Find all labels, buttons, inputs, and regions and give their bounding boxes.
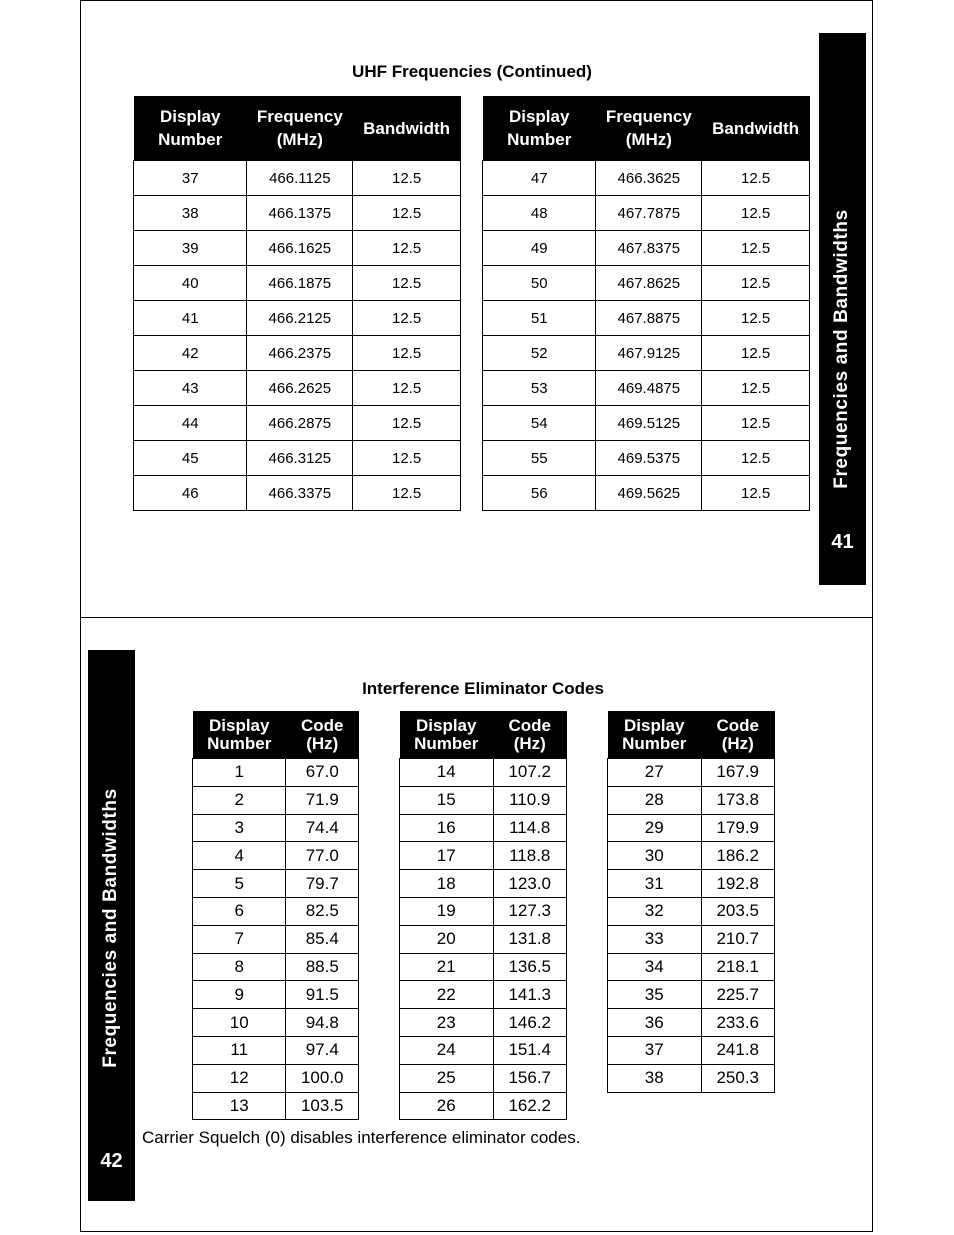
column-header: Code (Hz) xyxy=(701,711,775,759)
interference-code-table-2 xyxy=(399,711,567,1120)
table-cell: 37 xyxy=(608,1036,702,1064)
table-cell: 55 xyxy=(483,441,596,476)
table-row xyxy=(483,301,810,336)
table-cell: 16 xyxy=(400,814,494,842)
table-cell: 12.5 xyxy=(353,406,461,441)
table-row xyxy=(400,981,567,1009)
table-row xyxy=(400,1064,567,1092)
table-cell: 8 xyxy=(193,953,286,981)
table-cell: 162.2 xyxy=(493,1092,567,1120)
table-cell: 97.4 xyxy=(286,1036,359,1064)
table-row xyxy=(193,1092,359,1120)
table-cell: 469.5125 xyxy=(596,406,702,441)
table-row xyxy=(608,1036,775,1064)
table-row xyxy=(134,441,461,476)
column-header: Bandwidth xyxy=(702,96,810,161)
table-cell: 12.5 xyxy=(353,371,461,406)
table-cell: 12.5 xyxy=(702,161,810,196)
table-cell: 466.2875 xyxy=(247,406,353,441)
column-header: Code (Hz) xyxy=(286,711,359,759)
table-cell: 466.1875 xyxy=(247,266,353,301)
table-cell: 40 xyxy=(134,266,247,301)
column-header: Code (Hz) xyxy=(493,711,567,759)
table-cell: 36 xyxy=(608,1009,702,1037)
table-row xyxy=(400,814,567,842)
table-cell: 45 xyxy=(134,441,247,476)
table-cell: 52 xyxy=(483,336,596,371)
table-row xyxy=(608,953,775,981)
page-number: 42 xyxy=(100,1150,123,1172)
table-cell: 466.3375 xyxy=(247,476,353,511)
uhf-title: UHF Frequencies (Continued) xyxy=(352,62,592,81)
table-cell: 23 xyxy=(400,1009,494,1037)
table-cell: 43 xyxy=(134,371,247,406)
table-header-row xyxy=(193,711,359,759)
table-row xyxy=(608,981,775,1009)
table-cell: 22 xyxy=(400,981,494,1009)
table-row xyxy=(608,759,775,787)
side-tab-label: Frequencies and Bandwidths xyxy=(100,788,121,1068)
table-cell: 141.3 xyxy=(493,981,567,1009)
table-row xyxy=(134,336,461,371)
table-cell: 186.2 xyxy=(701,842,775,870)
table-cell: 37 xyxy=(134,161,247,196)
table-cell: 34 xyxy=(608,953,702,981)
table-cell: 11 xyxy=(193,1036,286,1064)
table-row xyxy=(400,1009,567,1037)
table-cell: 7 xyxy=(193,925,286,953)
table-row xyxy=(608,1064,775,1092)
table-cell: 3 xyxy=(193,814,286,842)
table-row xyxy=(483,371,810,406)
table-row xyxy=(483,476,810,511)
table-cell: 46 xyxy=(134,476,247,511)
table-row xyxy=(134,266,461,301)
table-cell: 71.9 xyxy=(286,786,359,814)
table-header-row xyxy=(608,711,775,759)
table-row xyxy=(608,814,775,842)
side-tab-bottom xyxy=(88,650,135,1201)
page-divider xyxy=(80,617,873,618)
table-cell: 114.8 xyxy=(493,814,567,842)
table-row xyxy=(134,231,461,266)
table-cell: 241.8 xyxy=(701,1036,775,1064)
table-row xyxy=(608,925,775,953)
table-cell: 94.8 xyxy=(286,1009,359,1037)
table-row xyxy=(483,336,810,371)
side-tab-top xyxy=(819,33,866,585)
table-row xyxy=(193,1036,359,1064)
table-cell: 53 xyxy=(483,371,596,406)
table-cell: 466.2625 xyxy=(247,371,353,406)
table-cell: 12.5 xyxy=(702,231,810,266)
table-cell: 12.5 xyxy=(702,406,810,441)
table-cell: 151.4 xyxy=(493,1036,567,1064)
table-cell: 10 xyxy=(193,1009,286,1037)
column-header: Display Number xyxy=(400,711,494,759)
table-cell: 19 xyxy=(400,897,494,925)
table-cell: 118.8 xyxy=(493,842,567,870)
table-cell: 48 xyxy=(483,196,596,231)
table-cell: 91.5 xyxy=(286,981,359,1009)
table-cell: 15 xyxy=(400,786,494,814)
table-cell: 33 xyxy=(608,925,702,953)
table-cell: 12.5 xyxy=(353,231,461,266)
table-cell: 88.5 xyxy=(286,953,359,981)
table-cell: 51 xyxy=(483,301,596,336)
table-row xyxy=(400,925,567,953)
table-row xyxy=(483,231,810,266)
table-cell: 173.8 xyxy=(701,786,775,814)
table-cell: 47 xyxy=(483,161,596,196)
table-cell: 27 xyxy=(608,759,702,787)
table-cell: 42 xyxy=(134,336,247,371)
table-cell: 82.5 xyxy=(286,897,359,925)
table-row xyxy=(483,406,810,441)
table-row xyxy=(193,1009,359,1037)
table-row xyxy=(134,161,461,196)
table-cell: 49 xyxy=(483,231,596,266)
table-cell: 466.2375 xyxy=(247,336,353,371)
table-cell: 469.5375 xyxy=(596,441,702,476)
table-row xyxy=(608,842,775,870)
table-cell: 103.5 xyxy=(286,1092,359,1120)
table-cell: 12.5 xyxy=(702,441,810,476)
table-cell: 41 xyxy=(134,301,247,336)
table-cell: 6 xyxy=(193,897,286,925)
table-row xyxy=(134,476,461,511)
table-cell: 13 xyxy=(193,1092,286,1120)
table-cell: 12.5 xyxy=(353,196,461,231)
iec-title: Interference Eliminator Codes xyxy=(362,679,604,698)
page-number: 41 xyxy=(831,531,854,553)
table-row xyxy=(193,897,359,925)
table-row xyxy=(193,925,359,953)
table-cell: 131.8 xyxy=(493,925,567,953)
table-row xyxy=(400,897,567,925)
column-header: Display Number xyxy=(483,96,596,161)
table-row xyxy=(400,759,567,787)
table-cell: 107.2 xyxy=(493,759,567,787)
table-cell: 30 xyxy=(608,842,702,870)
column-header: Frequency (MHz) xyxy=(247,96,353,161)
table-row xyxy=(193,814,359,842)
interference-code-table-1 xyxy=(192,711,359,1120)
table-cell: 21 xyxy=(400,953,494,981)
table-cell: 5 xyxy=(193,870,286,898)
table-cell: 466.3125 xyxy=(247,441,353,476)
uhf-frequency-table-right xyxy=(482,96,810,511)
table-cell: 29 xyxy=(608,814,702,842)
table-cell: 110.9 xyxy=(493,786,567,814)
table-cell: 2 xyxy=(193,786,286,814)
table-row xyxy=(400,1092,567,1120)
table-cell: 225.7 xyxy=(701,981,775,1009)
table-cell: 233.6 xyxy=(701,1009,775,1037)
table-row xyxy=(193,953,359,981)
table-cell: 466.3625 xyxy=(596,161,702,196)
column-header: Display Number xyxy=(608,711,702,759)
table-cell: 79.7 xyxy=(286,870,359,898)
table-row xyxy=(193,1064,359,1092)
table-row xyxy=(400,842,567,870)
table-row xyxy=(608,1009,775,1037)
table-cell: 179.9 xyxy=(701,814,775,842)
table-cell: 32 xyxy=(608,897,702,925)
table-row xyxy=(193,870,359,898)
uhf-frequency-table-left xyxy=(133,96,461,511)
table-cell: 12.5 xyxy=(353,441,461,476)
interference-code-table-3 xyxy=(607,711,775,1093)
table-cell: 25 xyxy=(400,1064,494,1092)
table-header-row xyxy=(483,96,810,161)
table-cell: 12.5 xyxy=(702,371,810,406)
table-cell: 469.5625 xyxy=(596,476,702,511)
table-cell: 156.7 xyxy=(493,1064,567,1092)
table-cell: 26 xyxy=(400,1092,494,1120)
column-header: Display Number xyxy=(193,711,286,759)
table-cell: 467.8625 xyxy=(596,266,702,301)
table-cell: 12.5 xyxy=(353,301,461,336)
table-cell: 1 xyxy=(193,759,286,787)
table-cell: 123.0 xyxy=(493,870,567,898)
table-cell: 12.5 xyxy=(353,161,461,196)
table-row xyxy=(608,786,775,814)
table-cell: 38 xyxy=(608,1064,702,1092)
table-cell: 17 xyxy=(400,842,494,870)
table-row xyxy=(400,870,567,898)
table-cell: 39 xyxy=(134,231,247,266)
table-cell: 74.4 xyxy=(286,814,359,842)
table-cell: 12.5 xyxy=(353,266,461,301)
table-row xyxy=(483,196,810,231)
table-cell: 4 xyxy=(193,842,286,870)
side-tab-label: Frequencies and Bandwidths xyxy=(831,209,852,489)
table-row xyxy=(134,301,461,336)
table-cell: 467.8875 xyxy=(596,301,702,336)
table-cell: 466.1125 xyxy=(247,161,353,196)
table-row xyxy=(193,842,359,870)
column-header: Frequency (MHz) xyxy=(596,96,702,161)
table-cell: 35 xyxy=(608,981,702,1009)
column-header: Bandwidth xyxy=(353,96,461,161)
table-row xyxy=(134,371,461,406)
table-cell: 85.4 xyxy=(286,925,359,953)
table-cell: 12.5 xyxy=(353,476,461,511)
table-cell: 12.5 xyxy=(702,336,810,371)
table-row xyxy=(483,266,810,301)
table-cell: 467.7875 xyxy=(596,196,702,231)
carrier-squelch-note: Carrier Squelch (0) disables interference eliminator codes. xyxy=(142,1128,581,1147)
table-row xyxy=(134,406,461,441)
table-cell: 12.5 xyxy=(702,266,810,301)
table-cell: 469.4875 xyxy=(596,371,702,406)
column-header: Display Number xyxy=(134,96,247,161)
table-cell: 466.1375 xyxy=(247,196,353,231)
table-row xyxy=(400,1036,567,1064)
table-row xyxy=(193,981,359,1009)
table-cell: 203.5 xyxy=(701,897,775,925)
table-row xyxy=(400,953,567,981)
table-cell: 44 xyxy=(134,406,247,441)
table-cell: 127.3 xyxy=(493,897,567,925)
table-cell: 12.5 xyxy=(702,196,810,231)
table-cell: 12.5 xyxy=(702,301,810,336)
table-cell: 31 xyxy=(608,870,702,898)
table-cell: 218.1 xyxy=(701,953,775,981)
table-cell: 167.9 xyxy=(701,759,775,787)
table-row xyxy=(193,786,359,814)
table-cell: 14 xyxy=(400,759,494,787)
table-cell: 467.8375 xyxy=(596,231,702,266)
table-cell: 20 xyxy=(400,925,494,953)
table-row xyxy=(483,441,810,476)
table-cell: 210.7 xyxy=(701,925,775,953)
table-row xyxy=(608,897,775,925)
table-cell: 12.5 xyxy=(353,336,461,371)
table-cell: 250.3 xyxy=(701,1064,775,1092)
table-row xyxy=(400,786,567,814)
table-cell: 24 xyxy=(400,1036,494,1064)
table-cell: 77.0 xyxy=(286,842,359,870)
table-cell: 100.0 xyxy=(286,1064,359,1092)
table-cell: 466.2125 xyxy=(247,301,353,336)
table-cell: 38 xyxy=(134,196,247,231)
table-row xyxy=(483,161,810,196)
table-row xyxy=(193,759,359,787)
table-cell: 12 xyxy=(193,1064,286,1092)
table-row xyxy=(134,196,461,231)
table-cell: 18 xyxy=(400,870,494,898)
table-cell: 9 xyxy=(193,981,286,1009)
table-cell: 466.1625 xyxy=(247,231,353,266)
table-header-row xyxy=(134,96,461,161)
table-cell: 67.0 xyxy=(286,759,359,787)
table-cell: 54 xyxy=(483,406,596,441)
table-cell: 12.5 xyxy=(702,476,810,511)
table-cell: 28 xyxy=(608,786,702,814)
table-header-row xyxy=(400,711,567,759)
table-cell: 50 xyxy=(483,266,596,301)
table-cell: 136.5 xyxy=(493,953,567,981)
table-cell: 146.2 xyxy=(493,1009,567,1037)
table-cell: 56 xyxy=(483,476,596,511)
table-row xyxy=(608,870,775,898)
table-cell: 467.9125 xyxy=(596,336,702,371)
table-cell: 192.8 xyxy=(701,870,775,898)
